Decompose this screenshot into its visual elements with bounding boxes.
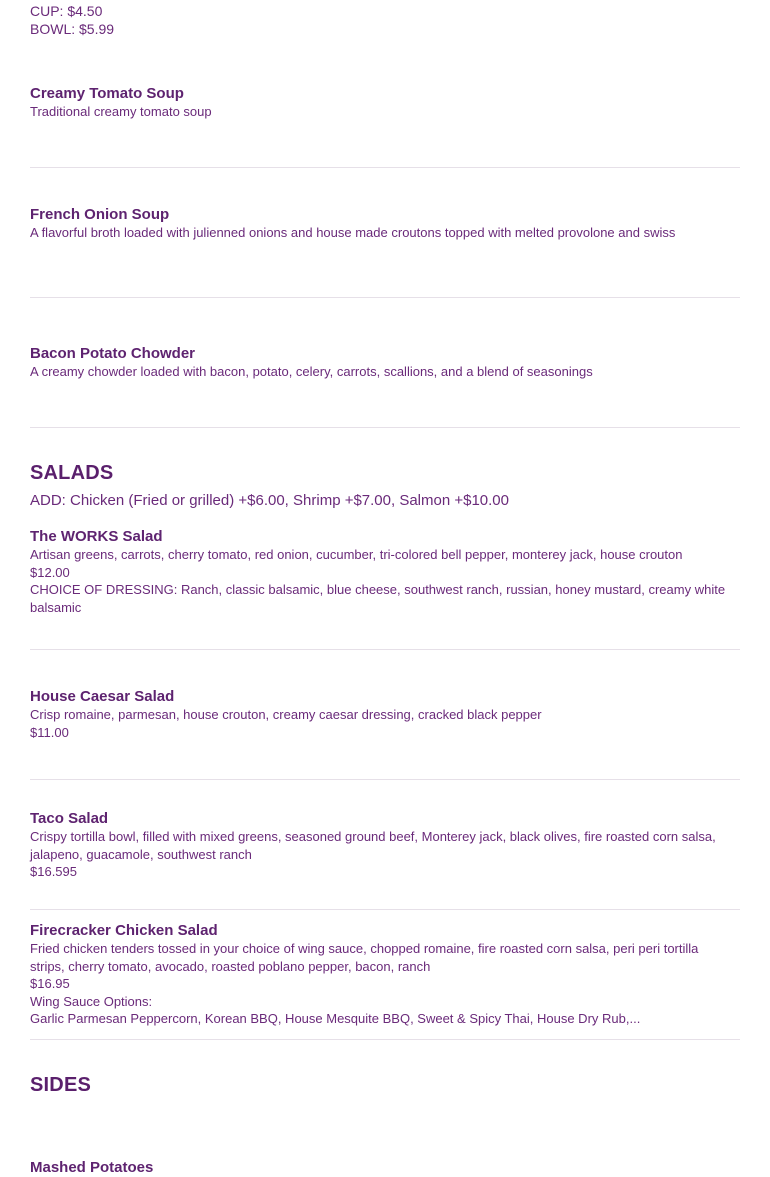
menu-item-mashed-potatoes[interactable]	[30, 1159, 153, 1177]
divider	[30, 909, 740, 910]
cup-price: CUP: $4.50	[30, 3, 103, 19]
item-description: A flavorful broth loaded with julienned onions and house made croutons topped with melted provolone and swiss	[30, 225, 676, 240]
item-title: Creamy Tomato Soup	[30, 85, 184, 102]
divider	[30, 779, 740, 780]
menu-item-house-caesar-salad[interactable]	[30, 688, 730, 741]
item-price: $16.95	[30, 976, 70, 991]
item-description: Artisan greens, carrots, cherry tomato, red onion, cucumber, tri-colored bell pepper, monterey jack, house crouton	[30, 547, 683, 562]
item-title: Mashed Potatoes	[30, 1159, 154, 1176]
divider	[30, 427, 740, 428]
item-title: The WORKS Salad	[30, 528, 163, 545]
divider	[30, 649, 740, 650]
item-title: Firecracker Chicken Salad	[30, 922, 218, 939]
wing-sauce-label: Wing Sauce Options:	[30, 993, 153, 1009]
item-title: Taco Salad	[30, 810, 109, 827]
menu-item-works-salad[interactable]	[30, 528, 730, 616]
menu-item-taco-salad[interactable]	[30, 810, 730, 881]
item-title: French Onion Soup	[30, 206, 170, 223]
item-title: House Caesar Salad	[30, 688, 175, 705]
item-title: Bacon Potato Chowder	[30, 345, 196, 362]
bowl-price: BOWL: $5.99	[30, 21, 115, 37]
section-title-sides: SIDES	[30, 1074, 92, 1096]
menu-item-french-onion-soup[interactable]	[30, 206, 730, 242]
divider	[30, 297, 740, 298]
item-description: Crisp romaine, parmesan, house crouton, creamy caesar dressing, cracked black pepper	[30, 707, 542, 722]
item-description: A creamy chowder loaded with bacon, potato, celery, carrots, scallions, and a blend of seasonings	[30, 364, 593, 379]
item-dressing-options: CHOICE OF DRESSING: Ranch, classic balsamic, blue cheese, southwest ranch, russian, honey mustard, creamy white balsamic	[30, 582, 726, 615]
salad-addons: ADD: Chicken (Fried or grilled) +$6.00, Shrimp +$7.00, Salmon +$10.00	[30, 492, 509, 509]
menu-item-bacon-potato-chowder[interactable]	[30, 345, 730, 381]
menu-item-creamy-tomato-soup[interactable]	[30, 85, 730, 121]
item-description: Crispy tortilla bowl, filled with mixed greens, seasoned ground beef, Monterey jack, black olives, fire roasted corn salsa, jalapeno, guacamole, southwest ranch	[30, 829, 716, 862]
divider	[30, 1039, 740, 1040]
section-title-salads: SALADS	[30, 462, 114, 484]
item-price: $12.00	[30, 564, 70, 580]
item-description: Traditional creamy tomato soup	[30, 104, 212, 119]
divider	[30, 167, 740, 168]
item-description: Fried chicken tenders tossed in your choice of wing sauce, chopped romaine, fire roasted corn salsa, peri peri tortilla strips, cherry tomato, avocado, roasted poblano pepper, bacon, ranch	[30, 941, 699, 974]
menu-item-firecracker-chicken-salad[interactable]	[30, 922, 730, 1028]
wing-sauce-options: Garlic Parmesan Peppercorn, Korean BBQ, House Mesquite BBQ, Sweet & Spicy Thai, House Dry Rub,...	[30, 1011, 641, 1026]
item-price: $11.00	[30, 724, 69, 740]
item-price: $16.595	[30, 864, 77, 879]
